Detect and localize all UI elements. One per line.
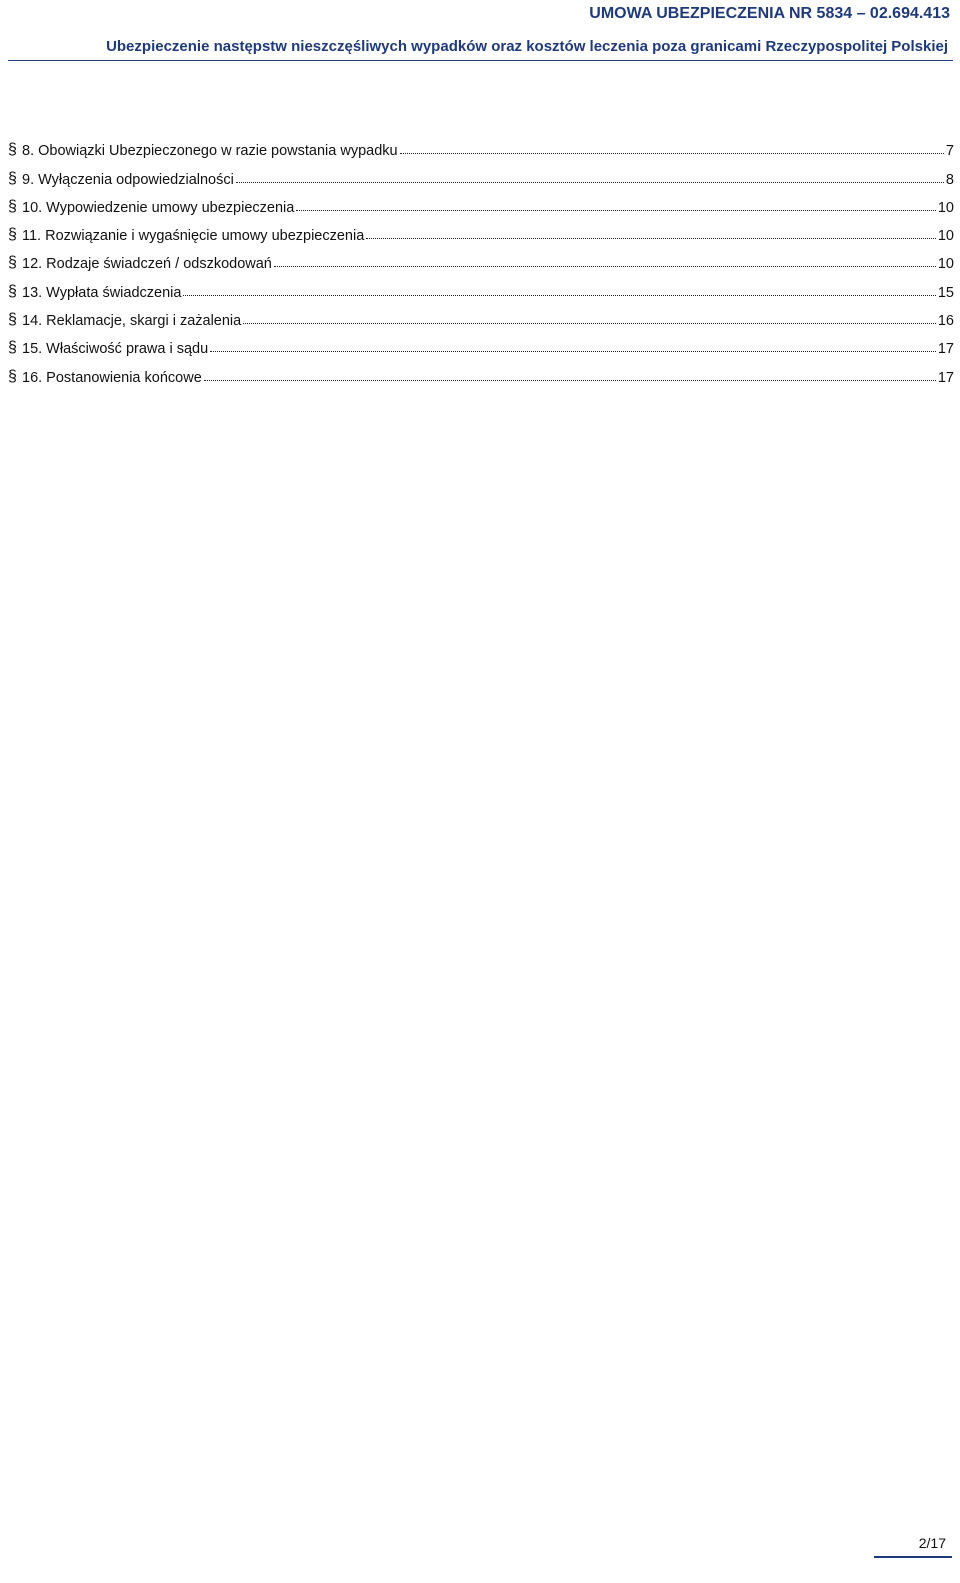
section-symbol: § — [8, 339, 17, 357]
dot-leader — [366, 238, 936, 239]
dot-leader — [183, 295, 935, 296]
dot-leader — [236, 182, 944, 183]
toc-item-label: 16. Postanowienia końcowe — [22, 369, 202, 386]
toc-item-15[interactable] — [8, 329, 954, 357]
toc-item-label: 9. Wyłączenia odpowiedzialności — [22, 171, 234, 188]
section-symbol: § — [8, 254, 17, 272]
toc-item-10[interactable] — [8, 188, 954, 216]
dot-leader — [210, 351, 936, 352]
toc-item-11[interactable] — [8, 216, 954, 244]
toc-item-page: 16 — [937, 313, 954, 330]
toc-item-page: 17 — [937, 341, 954, 358]
toc-item-page: 8 — [945, 171, 954, 188]
section-symbol: § — [8, 141, 17, 159]
header-divider — [8, 60, 953, 61]
table-of-contents — [8, 131, 954, 386]
dot-leader — [400, 153, 944, 154]
toc-item-8[interactable] — [8, 131, 954, 159]
toc-item-16[interactable] — [8, 357, 954, 385]
toc-item-label: 10. Wypowiedzenie umowy ubezpieczenia — [22, 199, 295, 216]
section-symbol: § — [8, 367, 17, 385]
toc-item-page: 7 — [945, 143, 954, 160]
toc-item-page: 17 — [937, 369, 954, 386]
section-symbol: § — [8, 226, 17, 244]
toc-item-label: 8. Obowiązki Ubezpieczonego w razie powstania wypadku — [22, 143, 398, 160]
toc-item-label: 15. Właściwość prawa i sądu — [22, 341, 209, 358]
toc-item-9[interactable] — [8, 159, 954, 187]
document-title: UMOWA UBEZPIECZENIA NR 5834 – 02.694.413 — [589, 5, 950, 22]
toc-item-13[interactable] — [8, 272, 954, 300]
toc-item-page: 10 — [937, 228, 954, 245]
section-symbol: § — [8, 197, 17, 215]
dot-leader — [274, 266, 936, 267]
dot-leader — [243, 323, 936, 324]
dot-leader — [204, 380, 936, 381]
toc-item-label: 12. Rodzaje świadczeń / odszkodowań — [22, 256, 272, 273]
toc-item-page: 10 — [937, 199, 954, 216]
section-symbol: § — [8, 282, 17, 300]
toc-item-label: 11. Rozwiązanie i wygaśnięcie umowy ubezpieczenia — [22, 228, 365, 245]
document-subtitle: Ubezpieczenie następstw nieszczęśliwych wypadków oraz kosztów leczenia poza granicami Rzeczypospolitej Polskiej — [106, 38, 948, 55]
toc-item-label: 13. Wypłata świadczenia — [22, 284, 182, 301]
footer-divider — [874, 1556, 952, 1558]
dot-leader — [296, 210, 936, 211]
toc-item-page: 10 — [937, 256, 954, 273]
section-symbol: § — [8, 311, 17, 329]
toc-item-14[interactable] — [8, 301, 954, 329]
toc-item-12[interactable] — [8, 244, 954, 272]
toc-item-page: 15 — [937, 284, 954, 301]
page-number: 2/17 — [918, 1535, 946, 1551]
section-symbol: § — [8, 169, 17, 187]
toc-item-label: 14. Reklamacje, skargi i zażalenia — [22, 313, 242, 330]
